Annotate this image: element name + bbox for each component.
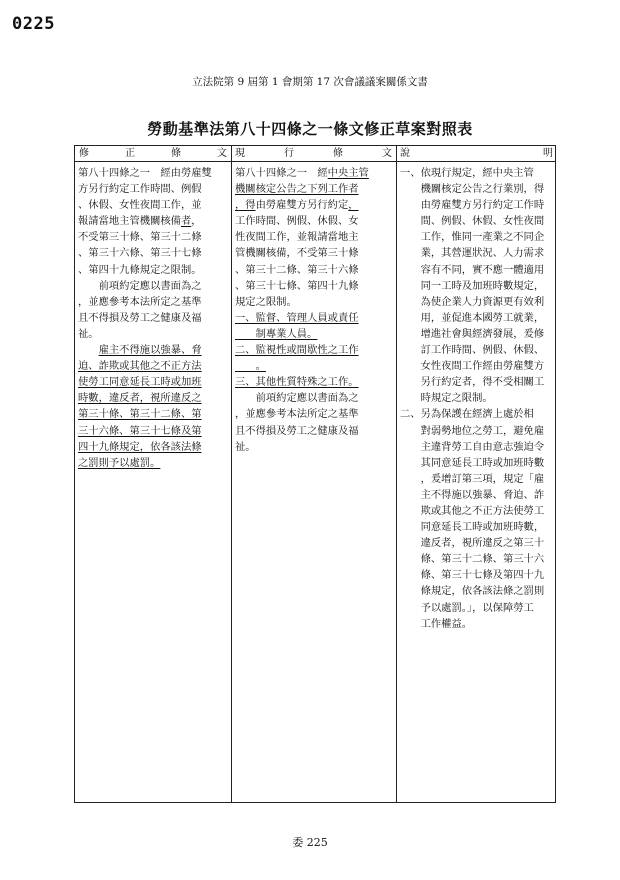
text-segment: 第八十四條之一 經由勞雇雙 <box>78 167 212 179</box>
text-segment: 、第三十七條、第四十九條 <box>235 279 359 292</box>
text-line <box>235 165 393 181</box>
header-explanation: 說 明 <box>400 148 553 159</box>
underlined-text: 。 <box>235 360 266 373</box>
text-line <box>400 262 554 278</box>
comparison-table <box>74 145 556 803</box>
text-line <box>400 326 554 342</box>
text-segment: 條、第三十二條、第三十六 <box>400 553 545 566</box>
text-line <box>235 423 393 439</box>
document-header: 立法院第 9 屆第 1 會期第 17 次會議議案關係文書 <box>192 76 428 88</box>
text-segment: 不受第三十條、第三十二條 <box>78 231 202 244</box>
page-title: 勞動基準法第八十四條之一條文修正草案對照表 <box>147 120 473 138</box>
underlined-text: 雇主不得施以強暴、脅 <box>98 344 202 357</box>
text-segment: 條、第三十七條及第四十九 <box>400 569 545 582</box>
current-text-column <box>235 165 393 455</box>
text-line <box>78 197 228 213</box>
text-segment: 性夜間工作，並報請當地主 <box>235 231 359 244</box>
text-line <box>235 294 393 310</box>
text-segment: 前項約定應以書面為之 <box>78 279 202 292</box>
column-divider <box>396 146 397 802</box>
text-line <box>78 245 228 261</box>
text-line <box>400 487 554 503</box>
text-line <box>235 229 393 245</box>
text-segment: 機關核定公告之行業別，得 <box>400 183 545 196</box>
text-line <box>78 439 228 455</box>
text-line <box>400 567 554 583</box>
text-line <box>400 600 554 616</box>
text-line <box>400 439 554 455</box>
text-segment: 工作時間、例假、休假、女 <box>235 215 359 228</box>
underlined-text: 之罰則予以處罰。 <box>78 456 161 469</box>
text-segment: 間、例假、休假、女性夜間 <box>400 215 545 228</box>
text-line <box>78 455 228 471</box>
text-line <box>235 406 393 422</box>
text-segment: 訂工作時間、例假、休假、 <box>400 344 545 357</box>
text-segment: 條規定，依各該法條之罰則 <box>400 585 545 598</box>
text-segment: 第八十四條之一 經 <box>235 167 328 179</box>
text-line <box>400 181 554 197</box>
text-segment: 由勞雇雙方另行約定工作時 <box>400 199 545 212</box>
text-segment: 祉。 <box>78 327 99 340</box>
underlined-text: 三、其他性質特殊之工作。 <box>235 376 359 389</box>
text-line <box>400 342 554 358</box>
page-number-code: 0225 <box>12 14 55 34</box>
text-segment: 工作權益。 <box>400 617 473 630</box>
header-amended-text: 修 正 條 文 <box>79 148 227 159</box>
text-segment: 同一工時及加班時數規定， <box>400 279 545 292</box>
text-line <box>235 358 393 374</box>
text-line <box>400 519 554 535</box>
text-segment: 另行約定者，得不受相關工 <box>400 376 545 389</box>
text-line <box>400 503 554 519</box>
text-line <box>235 439 393 455</box>
text-segment: 主不得施以強暴、脅迫、詐 <box>400 488 545 501</box>
text-line <box>78 358 228 374</box>
text-segment: 容有不同，實不應一體適用 <box>400 263 545 276</box>
text-segment: 違反者，視所違反之第三十 <box>400 537 545 550</box>
text-segment: 、休假、女性夜間工作，並 <box>78 199 202 212</box>
text-line <box>235 326 393 342</box>
text-segment: 同意延長工時或加班時數， <box>400 521 545 534</box>
text-segment: 且不得損及勞工之健康及福 <box>235 424 359 437</box>
text-segment: 工作，惟同一產業之不同企 <box>400 231 545 244</box>
text-line <box>235 262 393 278</box>
text-line <box>235 245 393 261</box>
underlined-text: 三十六條、第三十七條及第 <box>78 424 202 437</box>
text-segment: 祉。 <box>235 440 256 453</box>
page-footer: 委 225 <box>292 836 328 849</box>
text-line <box>235 342 393 358</box>
text-line <box>400 535 554 551</box>
text-segment <box>78 344 99 356</box>
text-line <box>400 197 554 213</box>
text-line <box>235 374 393 390</box>
text-line <box>400 165 554 181</box>
text-line <box>400 213 554 229</box>
text-line <box>400 229 554 245</box>
underlined-text: ， <box>348 199 359 212</box>
text-segment: 規定之限制。 <box>235 295 297 308</box>
text-line <box>400 471 554 487</box>
underlined-text: 中央主管 <box>327 167 369 179</box>
text-line <box>78 374 228 390</box>
underlined-text: 機關核定公告之下列工作者 <box>235 183 359 196</box>
amended-text-column <box>78 165 228 471</box>
header-current-text: 現 行 條 文 <box>235 148 392 159</box>
text-line <box>78 406 228 422</box>
text-segment: 且不得損及勞工之健康及福 <box>78 311 202 324</box>
text-line <box>400 406 554 422</box>
text-line <box>78 262 228 278</box>
text-line <box>78 181 228 197</box>
text-segment: 對弱勢地位之勞工，避免雇 <box>400 424 545 437</box>
text-segment: 欺或其他之不正方法使勞工 <box>400 504 545 517</box>
text-line <box>400 358 554 374</box>
text-segment: 女性夜間工作經由勞雇雙方 <box>400 360 545 373</box>
underlined-text: 時數，違反者，視所違反之 <box>78 392 202 405</box>
text-line <box>78 326 228 342</box>
text-line <box>78 342 228 358</box>
text-segment: 為使企業人力資源更有效利 <box>400 295 545 308</box>
text-line <box>235 213 393 229</box>
text-segment: ，並應參考本法所定之基準 <box>235 408 359 421</box>
text-segment: 管機關核備，不受第三十條 <box>235 247 359 260</box>
text-segment: 前項約定應以書面為之 <box>235 392 359 405</box>
text-line <box>400 245 554 261</box>
text-line <box>400 374 554 390</box>
underlined-text: 使勞工同意延長工時或加班 <box>78 376 202 389</box>
text-line <box>78 294 228 310</box>
text-line <box>235 310 393 326</box>
underlined-text: 者 <box>180 215 192 228</box>
text-line <box>400 278 554 294</box>
text-segment: 方另行約定工作時間、例假 <box>78 183 202 196</box>
text-segment: 其同意延長工時或加班時數 <box>400 456 545 469</box>
text-line <box>400 583 554 599</box>
text-line <box>78 213 228 229</box>
text-line <box>235 197 393 213</box>
underlined-text: 二、監視性或間歇性之工作 <box>235 344 359 357</box>
text-segment: 由勞雇雙方另行約定 <box>255 199 349 212</box>
text-segment: 用，並促進本國勞工就業， <box>400 311 545 324</box>
text-segment: ，並應參考本法所定之基準 <box>78 295 202 308</box>
text-line <box>400 616 554 632</box>
underlined-text: 四十九條規定，依各該法條 <box>78 440 202 453</box>
text-segment: ， <box>191 215 202 228</box>
explanation-column <box>400 165 554 632</box>
text-line <box>78 165 228 181</box>
text-segment: 業，其營運狀況、人力需求 <box>400 247 545 260</box>
text-segment: 、第三十六條、第三十七條 <box>78 247 202 260</box>
text-segment: 主違背勞工自由意志強迫令 <box>400 440 545 453</box>
text-line <box>235 390 393 406</box>
underlined-text: 迫、詐欺或其他之不正方法 <box>78 360 202 373</box>
text-line <box>235 181 393 197</box>
column-divider <box>231 146 232 802</box>
underlined-text: 制專業人員。 <box>235 327 318 340</box>
text-line <box>400 294 554 310</box>
text-segment: 報請當地主管機關核備 <box>78 215 181 228</box>
underlined-text: 第三十條、第三十二條、第 <box>78 408 202 421</box>
text-segment: 、第三十二條、第三十六條 <box>235 263 359 276</box>
underlined-text: 一、監督、管理人員或責任 <box>235 311 359 324</box>
text-line <box>400 423 554 439</box>
text-line <box>78 423 228 439</box>
text-segment: 二、另為保護在經濟上處於相 <box>400 408 534 421</box>
text-line <box>78 229 228 245</box>
text-line <box>78 278 228 294</box>
text-line <box>400 390 554 406</box>
text-line <box>78 390 228 406</box>
text-segment: 增進社會與經濟發展，爰修 <box>400 327 545 340</box>
text-line <box>78 310 228 326</box>
text-line <box>400 551 554 567</box>
underlined-text: ，得 <box>235 199 256 212</box>
text-segment: 予以處罰。」，以保障勞工 <box>400 601 534 614</box>
text-segment: 、第四十九條規定之限制。 <box>78 263 202 276</box>
text-segment: 時規定之限制。 <box>400 392 493 405</box>
text-line <box>400 455 554 471</box>
text-line <box>235 278 393 294</box>
text-segment: 一、依現行規定，經中央主管 <box>400 167 534 179</box>
text-segment: ，爰增訂第三項，規定「雇 <box>400 472 545 485</box>
text-line <box>400 310 554 326</box>
